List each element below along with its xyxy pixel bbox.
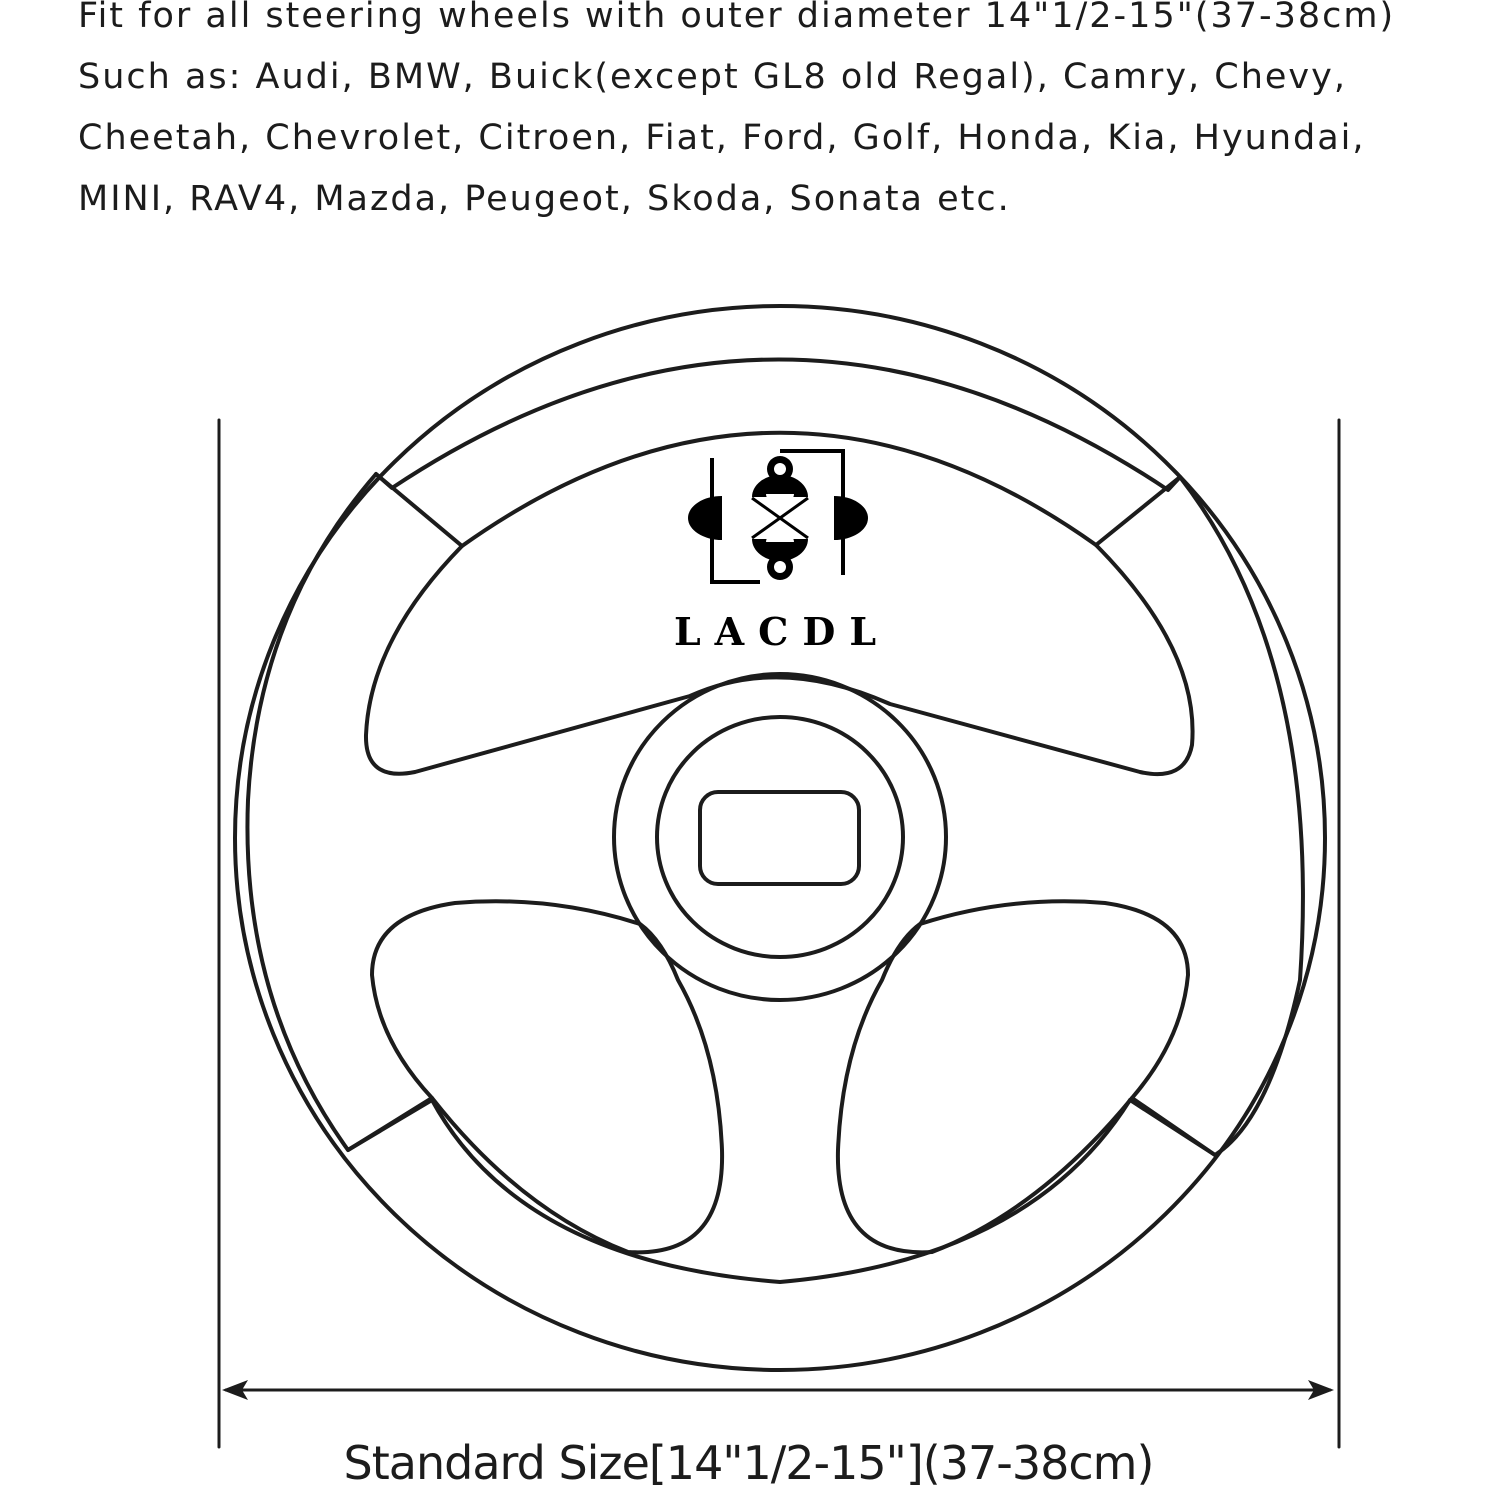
hub-inner [657, 717, 903, 957]
hub-outer [614, 674, 946, 1000]
dimension-label: Standard Size[14"1/2-15"](37-38cm) [343, 1436, 1154, 1490]
grip-divider-top-left [376, 474, 462, 546]
logo-brand-text: LACDL [673, 609, 891, 654]
grip-divider-top-right [1096, 477, 1180, 545]
grip-divider-bottom-right [1132, 1098, 1215, 1155]
description-line-1: Fit for all steering wheels with outer diameter 14"1/2-15"(37-38cm) [78, 0, 1396, 36]
description-line-2: Such as: Audi, BMW, Buick(except GL8 old Regal), Camry, Chevy, [78, 57, 1347, 97]
description-line-3: Cheetah, Chevrolet, Citroen, Fiat, Ford, Golf, Honda, Kia, Hyundai, [78, 118, 1366, 158]
lower-right-opening [838, 901, 1188, 1252]
grip-divider-bottom-left [348, 1098, 432, 1150]
lower-left-opening [372, 901, 722, 1252]
horn-pad [700, 792, 859, 884]
description-line-4: MINI, RAV4, Mazda, Peugeot, Skoda, Sonata etc. [78, 179, 1011, 219]
